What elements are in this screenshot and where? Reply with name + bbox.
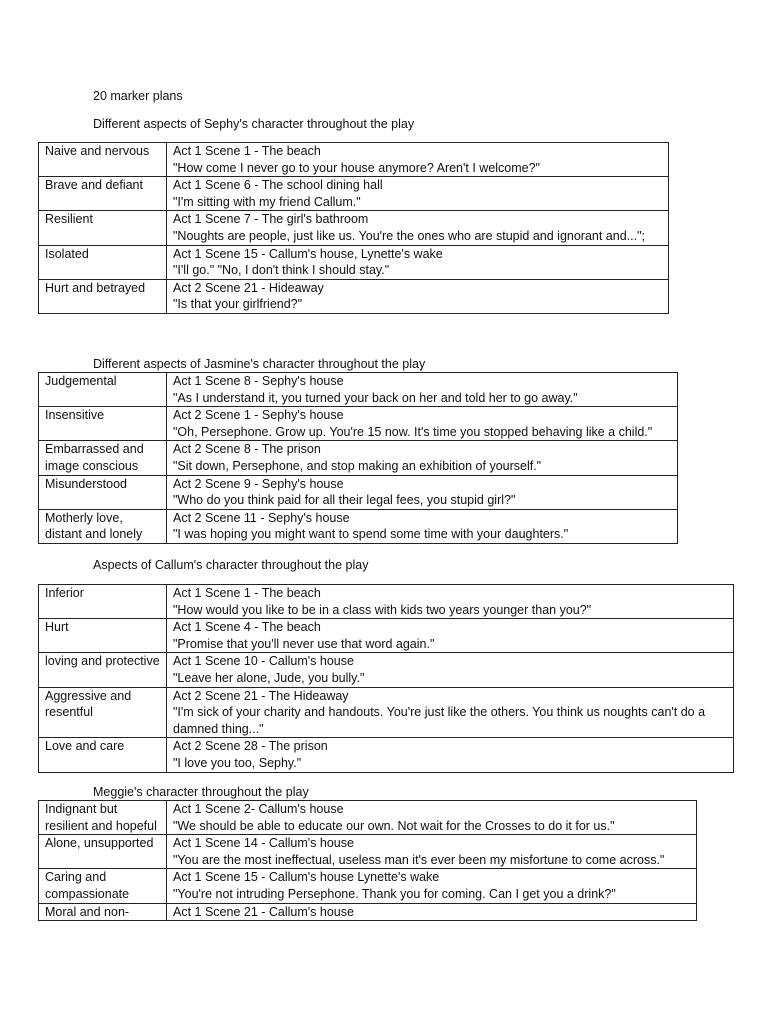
scene-text: Act 1 Scene 6 - The school dining hall (173, 178, 383, 193)
quote-text: "I love you too, Sephy." (173, 755, 302, 770)
plan-table-jasmine (38, 372, 678, 544)
trait-cell: Alone, unsupported (39, 835, 167, 869)
table-row (39, 738, 734, 772)
evidence-cell (167, 869, 697, 903)
table-row (39, 687, 734, 738)
evidence-cell (167, 373, 678, 407)
table-row (39, 373, 678, 407)
scene-text: Act 1 Scene 14 - Callum's house (173, 836, 354, 851)
trait-cell: Isolated (39, 245, 167, 279)
scene-text: Act 1 Scene 1 - The beach (173, 144, 321, 158)
quote-text: "I'm sick of your charity and handouts. You're just like the others. You think us noughts can't do a damned thing..." (173, 705, 706, 736)
table-row (39, 177, 669, 211)
plan-table-callum (38, 584, 734, 773)
quote-text: "Promise that you'll never use that word again." (173, 636, 435, 651)
scene-text: Act 1 Scene 15 - Callum's house, Lynette's wake (173, 246, 443, 261)
trait-cell: Resilient (39, 211, 167, 245)
trait-cell: Aggressive and resentful (39, 687, 167, 738)
table-row (39, 509, 678, 543)
scene-text: Act 1 Scene 8 - Sephy's house (173, 374, 344, 388)
trait-cell: Inferior (39, 585, 167, 619)
plan-table-sephy (38, 142, 669, 314)
table-row (39, 211, 669, 245)
evidence-cell (167, 653, 734, 687)
trait-cell: Misunderstood (39, 475, 167, 509)
evidence-cell (167, 619, 734, 653)
table-row (39, 475, 678, 509)
scene-text: Act 1 Scene 1 - The beach (173, 586, 321, 600)
evidence-cell (167, 801, 697, 835)
trait-cell: Insensitive (39, 407, 167, 441)
evidence-cell (167, 177, 669, 211)
section-title-callum: Aspects of Callum's character throughout the play (93, 558, 369, 572)
evidence-cell (167, 687, 734, 738)
scene-text: Act 1 Scene 4 - The beach (173, 620, 321, 635)
quote-text: "As I understand it, you turned your back on her and told her to go away." (173, 390, 578, 405)
evidence-cell (167, 475, 678, 509)
trait-cell: Moral and non- (39, 903, 167, 921)
scene-text: Act 2 Scene 21 - Hideaway (173, 280, 324, 295)
trait-cell: loving and protective (39, 653, 167, 687)
table-row (39, 585, 734, 619)
table-row (39, 835, 697, 869)
section-title-meggie: Meggie's character throughout the play (93, 785, 309, 799)
scene-text: Act 2 Scene 9 - Sephy's house (173, 476, 344, 491)
section-title-jasmine: Different aspects of Jasmine's character throughout the play (93, 357, 426, 371)
evidence-cell (167, 279, 669, 313)
quote-text: "I'm sitting with my friend Callum." (173, 194, 361, 209)
table-row (39, 619, 734, 653)
quote-text: "You are the most ineffectual, useless man it's ever been my misfortune to come across." (173, 852, 665, 867)
scene-text: Act 1 Scene 15 - Callum's house Lynette's wake (173, 870, 440, 885)
table-row (39, 441, 678, 475)
table-row (39, 143, 669, 177)
evidence-cell (167, 245, 669, 279)
evidence-cell (167, 835, 697, 869)
table-row (39, 801, 697, 835)
evidence-cell (167, 211, 669, 245)
scene-text: Act 2 Scene 11 - Sephy's house (173, 510, 350, 525)
quote-text: "Leave her alone, Jude, you bully." (173, 670, 365, 685)
table-row (39, 279, 669, 313)
quote-text: "Sit down, Persephone, and stop making an exhibition of yourself." (173, 458, 542, 473)
quote-text: "Is that your girlfriend?" (173, 297, 303, 312)
quote-text: "I'll go." "No, I don't think I should stay." (173, 263, 390, 278)
table-row (39, 903, 697, 921)
quote-text: "Who do you think paid for all their legal fees, you stupid girl?" (173, 493, 516, 508)
table-row (39, 869, 697, 903)
evidence-cell (167, 143, 669, 177)
table-row (39, 653, 734, 687)
quote-text: "Oh, Persephone. Grow up. You're 15 now. It's time you stopped behaving like a child." (173, 424, 653, 439)
table-row (39, 407, 678, 441)
quote-text: "Noughts are people, just like us. You're the ones who are stupid and ignorant and..."; (173, 228, 645, 243)
trait-cell: Judgemental (39, 373, 167, 407)
trait-cell: Motherly love, distant and lonely (39, 509, 167, 543)
trait-cell: Caring and compassionate (39, 869, 167, 903)
scene-text: Act 2 Scene 28 - The prison (173, 739, 328, 754)
quote-text: "You're not intruding Persephone. Thank you for coming. Can I get you a drink?" (173, 886, 616, 901)
trait-cell: Hurt (39, 619, 167, 653)
scene-text: Act 1 Scene 7 - The girl's bathroom (173, 212, 369, 227)
scene-text: Act 2 Scene 21 - The Hideaway (173, 688, 349, 703)
trait-cell: Love and care (39, 738, 167, 772)
evidence-cell (167, 509, 678, 543)
scene-text: Act 2 Scene 1 - Sephy's house (173, 408, 344, 423)
quote-text: "How come I never go to your house anymore? Aren't I welcome?" (173, 160, 540, 175)
scene-text: Act 1 Scene 21 - Callum's house (173, 904, 354, 919)
scene-text: Act 1 Scene 2- Callum's house (173, 802, 344, 816)
scene-text: Act 2 Scene 8 - The prison (173, 442, 321, 457)
trait-cell: Naive and nervous (39, 143, 167, 177)
trait-cell: Brave and defiant (39, 177, 167, 211)
evidence-cell (167, 441, 678, 475)
quote-text: "We should be able to educate our own. Not wait for the Crosses to do it for us." (173, 818, 615, 833)
table-row (39, 245, 669, 279)
plan-table-meggie (38, 800, 697, 921)
quote-text: "How would you like to be in a class with kids two years younger than you?" (173, 602, 592, 617)
trait-cell: Indignant but resilient and hopeful (39, 801, 167, 835)
trait-cell: Hurt and betrayed (39, 279, 167, 313)
quote-text: "I was hoping you might want to spend some time with your daughters." (173, 527, 569, 542)
trait-cell: Embarrassed and image conscious (39, 441, 167, 475)
page-heading: 20 marker plans (93, 89, 183, 103)
section-title-sephy: Different aspects of Sephy's character throughout the play (93, 117, 415, 131)
evidence-cell (167, 738, 734, 772)
evidence-cell (167, 407, 678, 441)
scene-text: Act 1 Scene 10 - Callum's house (173, 654, 354, 669)
evidence-cell (167, 903, 697, 921)
evidence-cell (167, 585, 734, 619)
